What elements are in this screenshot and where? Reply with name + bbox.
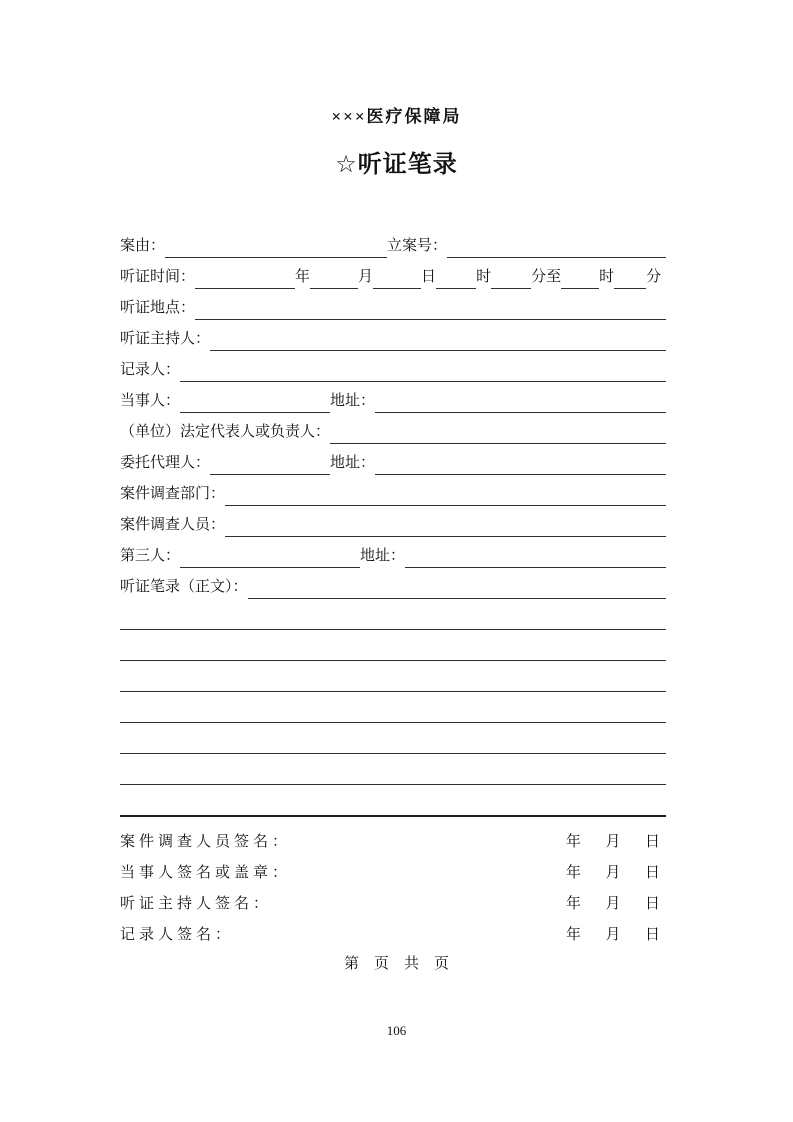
- field-label-investigators: 案件调查人员：: [120, 517, 226, 533]
- unit-month: 月: [358, 269, 374, 285]
- field-label-agent: 委托代理人：: [120, 455, 211, 471]
- blank-line-hearing-place: [195, 317, 666, 320]
- blank-line-agent-address: [375, 472, 666, 475]
- form-fields: [120, 227, 666, 599]
- date-slots: [566, 892, 660, 913]
- blank-line-transcript: [248, 596, 666, 599]
- signature-label-party: 当事人签名或盖章：: [120, 865, 292, 881]
- field-label-third-party-address: 地址：: [360, 548, 406, 564]
- blank-line-end-minute: [614, 286, 646, 289]
- blank-line-month: [310, 286, 358, 289]
- blank-line-legal-representative: [330, 441, 666, 444]
- form-row-investigators: [120, 506, 666, 537]
- field-label-hearing-place: 听证地点：: [120, 300, 196, 316]
- blank-line-minute: [491, 286, 531, 289]
- date-unit-month: 月: [605, 896, 621, 912]
- field-label-transcript: 听证笔录（正文）：: [120, 579, 248, 595]
- field-label-party-address: 地址：: [330, 393, 376, 409]
- date-unit-month: 月: [605, 834, 621, 850]
- date-unit-day: 日: [644, 865, 660, 881]
- blank-line-party-address: [375, 410, 666, 413]
- transcript-ruled-lines: [120, 629, 666, 819]
- form-row-hearing-place: [120, 289, 666, 320]
- date-unit-year: 年: [566, 896, 582, 912]
- blank-line-case-cause: [165, 255, 387, 258]
- field-label-hearing-time: 听证时间：: [120, 269, 196, 285]
- form-row-recorder: [120, 351, 666, 382]
- blank-line-third-party-address: [405, 565, 666, 568]
- field-label-hearing-host: 听证主持人：: [120, 331, 211, 347]
- signature-row-recorder: [120, 918, 666, 949]
- unit-hour: 时: [476, 269, 492, 285]
- date-unit-month: 月: [605, 927, 621, 943]
- form-row-investigation-department: [120, 475, 666, 506]
- form-row-case-cause: [120, 227, 666, 258]
- signature-row-host: [120, 887, 666, 918]
- field-label-case-number: 立案号：: [387, 238, 448, 254]
- unit-minute-to: 分至: [531, 269, 562, 285]
- date-unit-month: 月: [605, 865, 621, 881]
- signature-block: [120, 825, 666, 949]
- blank-line-end-hour: [561, 286, 599, 289]
- blank-line-day: [373, 286, 421, 289]
- unit-year: 年: [295, 269, 311, 285]
- ruled-line-separator: [120, 815, 666, 817]
- date-unit-day: 日: [644, 927, 660, 943]
- date-unit-year: 年: [566, 834, 582, 850]
- document-title: ☆听证笔录: [335, 151, 458, 178]
- blank-line-case-number: [447, 255, 666, 258]
- form-row-third-party: [120, 537, 666, 568]
- signature-label-host: 听证主持人签名：: [120, 896, 273, 912]
- field-label-case-cause: 案由：: [120, 238, 166, 254]
- page-x-of-y-note: 第 页 共 页: [343, 956, 449, 972]
- blank-line-investigators: [225, 534, 666, 537]
- form-row-hearing-time: [120, 258, 666, 289]
- form-row-transcript: [120, 568, 666, 599]
- blank-line-investigation-department: [225, 503, 666, 506]
- field-label-investigation-department: 案件调查部门：: [120, 486, 226, 502]
- form-row-party: [120, 382, 666, 413]
- ruled-line: [120, 629, 666, 630]
- blank-line-hour: [436, 286, 476, 289]
- date-slots: [566, 861, 660, 882]
- date-unit-day: 日: [644, 896, 660, 912]
- date-unit-day: 日: [644, 834, 660, 850]
- signature-row-party: [120, 856, 666, 887]
- field-label-agent-address: 地址：: [330, 455, 376, 471]
- unit-end-hour: 时: [599, 269, 615, 285]
- ruled-line: [120, 722, 666, 723]
- field-label-party: 当事人：: [120, 393, 181, 409]
- signature-label-recorder: 记录人签名：: [120, 927, 235, 943]
- ruled-line: [120, 691, 666, 692]
- date-unit-year: 年: [566, 865, 582, 881]
- page-number: 106: [386, 1023, 407, 1038]
- blank-line-recorder: [180, 379, 666, 382]
- date-unit-year: 年: [566, 927, 582, 943]
- date-slots: [566, 923, 660, 944]
- date-slots: [566, 830, 660, 851]
- form-row-legal-representative: [120, 413, 666, 444]
- signature-row-investigators: [120, 825, 666, 856]
- blank-line-party: [180, 410, 330, 413]
- unit-day: 日: [421, 269, 437, 285]
- field-label-recorder: 记录人：: [120, 362, 181, 378]
- signature-label-investigators: 案件调查人员签名：: [120, 834, 292, 850]
- form-row-agent: [120, 444, 666, 475]
- blank-line-agent: [210, 472, 330, 475]
- form-row-hearing-host: [120, 320, 666, 351]
- field-label-legal-representative: （单位）法定代表人或负责人：: [120, 424, 331, 440]
- ruled-line: [120, 660, 666, 661]
- blank-line-third-party: [180, 565, 360, 568]
- ruled-line: [120, 753, 666, 754]
- blank-line-year: [195, 286, 295, 289]
- field-label-third-party: 第三人：: [120, 548, 181, 564]
- ruled-line: [120, 784, 666, 785]
- blank-line-hearing-host: [210, 348, 666, 351]
- org-header: ×××医疗保障局: [331, 107, 462, 126]
- unit-end-minute: 分: [646, 269, 662, 285]
